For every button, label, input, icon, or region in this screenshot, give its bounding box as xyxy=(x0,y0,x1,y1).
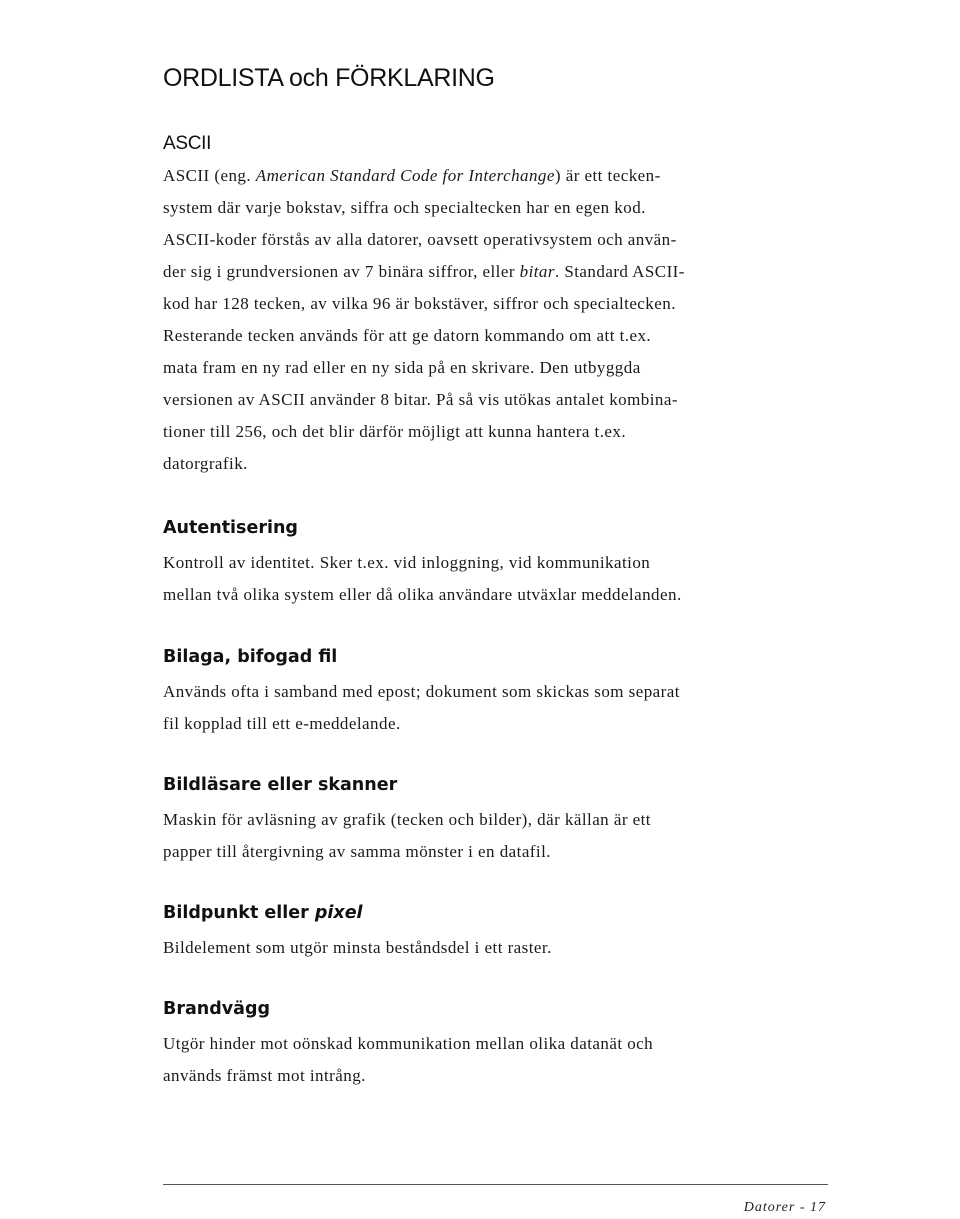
entry-bildlasare xyxy=(163,774,803,868)
definition-line: Används ofta i samband med epost; dokument som skickas som separat xyxy=(163,682,680,701)
term-heading: Brandvägg xyxy=(163,999,271,1019)
term-heading: Bilaga, bifogad fil xyxy=(163,647,338,667)
emphasis-text: pixel xyxy=(314,903,363,923)
definition-line: der sig i grundversionen av 7 binära siffror, eller bitar. Standard ASCII- xyxy=(163,262,685,281)
term-heading: Bildläsare eller skanner xyxy=(163,775,398,795)
term-definition xyxy=(163,932,803,964)
definition-line: tioner till 256, och det blir därför möjligt att kunna hantera t.ex. xyxy=(163,422,627,441)
term-heading: ASCII xyxy=(163,133,212,154)
definition-line: Utgör hinder mot oönskad kommunikation mellan olika datanät och xyxy=(163,1034,654,1053)
emphasis-text: bitar xyxy=(519,262,555,281)
definition-line: mata fram en ny rad eller en ny sida på en skrivare. Den utbyggda xyxy=(163,358,641,377)
emphasis-text: American Standard Code for Interchange xyxy=(255,166,555,185)
definition-line: datorgrafik. xyxy=(163,454,248,473)
entry-bildpunkt xyxy=(163,902,803,964)
definition-line: mellan två olika system eller då olika användare utväxlar meddelanden. xyxy=(163,585,682,604)
definition-line: ASCII-koder förstås av alla datorer, oavsett operativsystem och använ- xyxy=(163,230,677,249)
definition-line: versionen av ASCII använder 8 bitar. På så vis utökas antalet kombina- xyxy=(163,390,678,409)
footer-divider xyxy=(163,1184,828,1185)
definition-line: ASCII (eng. American Standard Code for Interchange) är ett tecken- xyxy=(163,166,661,185)
definition-line: Maskin för avläsning av grafik (tecken och bilder), där källan är ett xyxy=(163,810,651,829)
page-title: ORDLISTA och FÖRKLARING xyxy=(163,64,495,92)
page-footer: Datorer - 17 xyxy=(743,1200,826,1215)
entry-ascii xyxy=(163,133,803,480)
term-heading: Bildpunkt eller pixel xyxy=(163,903,363,923)
term-definition xyxy=(163,547,803,611)
term-heading: Autentisering xyxy=(163,518,298,538)
definition-line: papper till återgivning av samma mönster i en datafil. xyxy=(163,842,551,861)
definition-line: Bildelement som utgör minsta beståndsdel i ett raster. xyxy=(163,938,552,957)
definition-line: Kontroll av identitet. Sker t.ex. vid inloggning, vid kommunikation xyxy=(163,553,651,572)
term-definition xyxy=(163,804,803,868)
definition-line: kod har 128 tecken, av vilka 96 är bokstäver, siffror och specialtecken. xyxy=(163,294,676,313)
term-definition xyxy=(163,160,803,480)
term-definition xyxy=(163,676,803,740)
entry-bilaga xyxy=(163,646,803,740)
definition-line: fil kopplad till ett e-meddelande. xyxy=(163,714,401,733)
entry-autentisering xyxy=(163,517,803,611)
definition-line: används främst mot intrång. xyxy=(163,1066,366,1085)
definition-line: Resterande tecken används för att ge datorn kommando om att t.ex. xyxy=(163,326,652,345)
definition-line: system där varje bokstav, siffra och specialtecken har en egen kod. xyxy=(163,198,646,217)
term-definition xyxy=(163,1028,803,1092)
entry-brandvagg xyxy=(163,998,803,1092)
